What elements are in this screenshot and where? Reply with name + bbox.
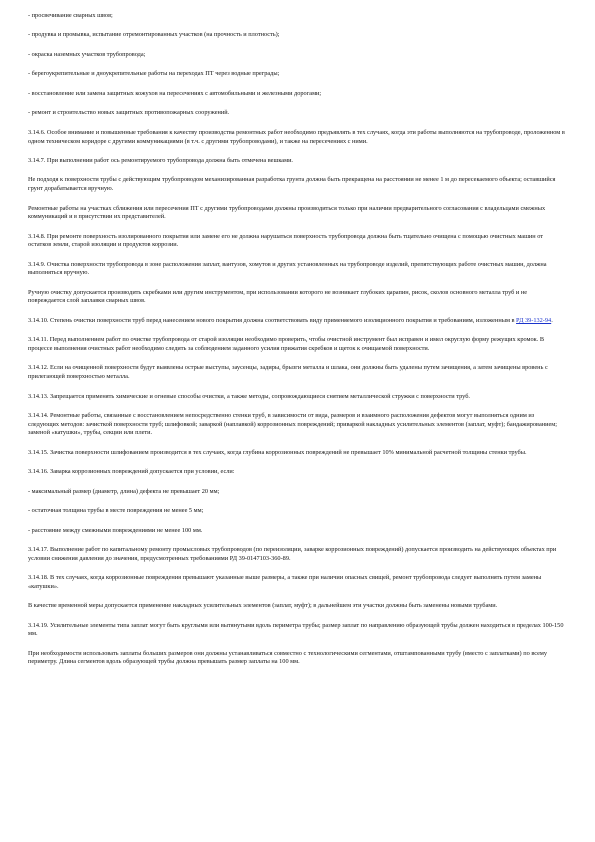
paragraph (28, 574, 565, 591)
paragraph-text: - ремонт и строительство новых защитных противопожарных сооружений. (28, 109, 230, 117)
paragraph-text: - восстановление или замена защитных кожухов на пересечениях с автомобильными и железными дорогами; (28, 89, 322, 97)
paragraph (28, 31, 565, 40)
paragraph-text: 3.14.7. При выполнении работ ось ремонтируемого трубопровода должна быть отмечена вешками. (28, 156, 294, 164)
paragraph-text: 3.14.6. Особое внимание и повышенные требования к качеству производства ремонтных работ необходимо предъявлять в тех случаях, когда эти работы выполняются на трубопроводе, проложенном в одном техническом коридоре с другими коммуникациями (в т.ч. с другими трубопроводами), и также на пересечениях с ними. (28, 128, 565, 145)
paragraph (28, 507, 565, 516)
paragraph-text: 3.14.16. Заварка коррозионных повреждений допускается при условии, если: (28, 468, 235, 476)
paragraph-text: 3.14.15. Зачистка поверхности шлифованием производится в тех случаях, когда глубина коррозионных повреждений не превышает 10% минимальной расчетной толщины стенки трубы. (28, 448, 527, 456)
paragraph (28, 109, 565, 118)
paragraph (28, 527, 565, 536)
paragraph (28, 233, 565, 250)
paragraph-text: - берегоукрепительные и дноукрепительные работы на переходах ПТ через водные преграды; (28, 70, 280, 78)
paragraph-text: - окраска наземных участков трубопровода; (28, 50, 146, 58)
paragraph-text: 3.14.11. Перед выполнением работ по очистке трубопровода от старой изоляции необходимо проверить, чтобы очистной инструмент был исправен и имел округлую форму режущих кромок. В процессе выполнения очистных работ необходимо следить за соблюдением заданного усилия прижатия скребков и щеток к очищаемой поверхности. (28, 336, 545, 352)
paragraph-text: 3.14.18. В тех случаях, когда коррозионные повреждения превышают указанные выше размеры, а также при наличии опасных свищей, ремонт трубопровода следует выполнять путем замены «катушки». (28, 574, 542, 590)
paragraph-tail: . (551, 316, 553, 324)
paragraph (28, 70, 565, 79)
paragraph-text: 3.14.8. При ремонте поверхность изолированного покрытия или замене его не должна нарушаться поверхность трубопровода должна быть тщательно очищена с помощью очистных машин от остатков земли, старой изоляции и продуктов коррозии. (28, 232, 544, 249)
paragraph-text: 3.14.9. Очистка поверхности трубопровода в зоне расположения заплат, вантузов, хомутов и других установленных на трубопроводе изделий, препятствующих работе очистных машин, должна выполняться вручную. (28, 260, 547, 277)
paragraph (28, 336, 565, 353)
paragraph-text: 3.14.13. Запрещается применять химические и огневые способы очистки, а также методы, сопровождающиеся снятием металлической стружки с поверхности труб. (28, 392, 470, 400)
paragraph (28, 393, 565, 402)
paragraph (28, 51, 565, 60)
paragraph (28, 317, 565, 326)
paragraph (28, 205, 565, 222)
paragraph (28, 176, 565, 193)
paragraph-text: - максимальный размер (диаметр, длина) дефекта не превышает 20 мм; (28, 487, 220, 495)
paragraph (28, 129, 565, 146)
paragraph (28, 468, 565, 477)
paragraph (28, 12, 565, 21)
document-body (28, 12, 565, 667)
paragraph-text: - остаточная толщина трубы в месте повреждения не менее 5 мм; (28, 507, 204, 515)
paragraph-text: Ручную очистку допускается производить скребками или другим инструментом, при использовании которого не возникает глубоких царапин, рисок, сколов основного металла труб и не повреждается слой заплавки сварных швов. (28, 288, 528, 305)
paragraph-text: - расстояние между смежными повреждениями не менее 100 мм. (28, 526, 203, 534)
paragraph (28, 289, 565, 306)
paragraph (28, 602, 565, 611)
paragraph-text: 3.14.10. Степень очистки поверхности труб перед нанесением нового покрытия должна соответствовать виду применяемого изоляционного покрытия и требованиям, изложенным в (28, 316, 517, 324)
document-link[interactable]: РД 39-132-94 (516, 316, 552, 324)
paragraph (28, 488, 565, 497)
paragraph-text: Ремонтные работы на участках сближения или пересечения ПТ с другими трубопроводами должны производиться только при наличии предварительного согласования с владельцами смежных коммуникаций и в присутствии их представителей. (28, 204, 546, 221)
paragraph (28, 261, 565, 278)
paragraph-text: При необходимости использовать заплаты больших размеров они должны устанавливаться совместно с технологическими сегментами, отштампованными трубу (вместо с заплатками) по всему периметру. Длина сегментов вдоль образующей трубы должна превышать размер заплаты на 100 мм. (28, 649, 548, 666)
paragraph-text: 3.14.17. Выполнение работ по капитальному ремонту промысловых трубопроводов (по переизоляции, заварке коррозионных повреждений) допускается производить на действующих объектах при условии снижения давления до значения, предусмотренных требованиями РД 39-0147103-360-89. (28, 546, 557, 562)
paragraph (28, 449, 565, 458)
paragraph (28, 650, 565, 667)
paragraph-text: 3.14.14. Ремонтные работы, связанные с восстановлением непосредственно стенки труб, в зависимости от вида, размеров и взаимного расположения дефектов могут выполняться одним из следующих методов: зачисткой поверхности труб; шлифовкой; заваркой (наплавкой) коррозионных повреждений; приваркой накладных усилительных элементов (заплат, муфт); бандажированием; заменой «катушки», трубы, секции или плети. (28, 411, 558, 437)
paragraph (28, 622, 565, 639)
paragraph (28, 90, 565, 99)
paragraph (28, 364, 565, 381)
paragraph-text: - продувка и промывка, испытание отремонтированных участков (на прочность и плотность); (28, 31, 280, 39)
paragraph-text: - просвечивание сварных швов; (28, 12, 113, 19)
paragraph-text: 3.14.19. Усилительные элементы типа заплат могут быть круглыми или вытянутыми вдоль периметра трубы; размер заплат по направлению образующей трубы должен находиться в пределах 100-150 мм. (28, 621, 564, 638)
paragraph (28, 157, 565, 166)
paragraph-text: Не подходя к поверхности трубы с действующим трубопроводом механизированная разработка грунта должна быть прекращена на расстоянии не менее 1 м до пересекаемого объекта; оставшийся грунт дорабатывается вручную. (28, 176, 556, 193)
paragraph-text: 3.14.12. Если на очищенной поверхности будут выявлены острые выступы, заусенцы, задиры, брызги металла и шлака, они должны быть удалены путем зачищения, а затем зачищены вровень с прилегающей поверхностью металла. (28, 364, 548, 381)
paragraph (28, 412, 565, 438)
paragraph (28, 546, 565, 563)
paragraph-text: В качестве временной меры допускается применение накладных усилительных элементов (заплат, муфт); в дальнейшем эти участки должны быть заменены новыми трубами. (28, 602, 498, 610)
